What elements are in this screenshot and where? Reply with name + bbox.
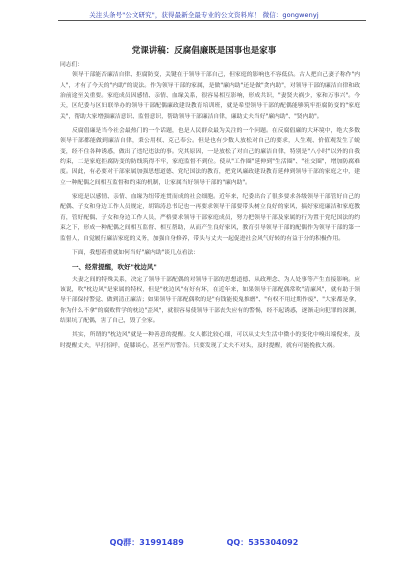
- document-body: [60, 60, 360, 351]
- section-paragraph-1: 夫妻之间的特殊关系，决定了领导干部配偶的对领导干部的思想道德、从政理念、为人处事等产生直接影响。应该说，吹"枕边风"是家属的特权，但是"枕边风"有好有坏，在近年来，如果领导干部配偶常吹"清廉风"，就有助于领导干部保持警觉、做到清正廉洁；如果领导干部配偶吹的是"有钱能使鬼推磨"、"有权不用过期作废"、"大家都是拿，你为什么不拿"的腐败哲学的枕边"歪风"，就很容易使领导干部丧失应有的警惕，经不起诱惑，逐渐走向犯罪的深渊，结果坑了配偶，害了自己，毁了全家。: [60, 276, 360, 324]
- page-footer: [0, 537, 408, 555]
- footer-qq-group: QQ群：31991489: [109, 538, 184, 547]
- header-banner-text: 关注头条号"公文研究"，获得最新全最专业的公文资料库！ 微信：gongwenyj: [89, 11, 319, 19]
- page-header: [0, 2, 408, 20]
- body-paragraph-1: 领导干部能否廉洁自律、拒腐防变，关键在于领导干部自己，但家庭的影响也不容低估。古人把自己妻子称作"内人"，才有了今天的"内助"的说法。作为领导干部的家属，是做"廉内助"还是做"贪内助"，对领导干部的廉洁自律和政治前途至关重要。家庭成员因感情、亲情、血缘关系，很容易相互影响，形成共识，"妻贤夫祸少，家和万事兴"。今天，区纪委与区妇联举办的领导干部配偶廉政建设教育培训班，就是希望领导干部的配偶能够筑牢拒腐防变的"家庭关"，帮助大家增强廉洁意识、监督意识，帮助领导干部廉洁自律，廉助丈夫当好"廉内助"、"贤内助"。: [60, 72, 360, 120]
- document-title: 党课讲稿：反腐倡廉既是国事也是家事: [131, 46, 277, 56]
- section-paragraph-2: 其实，所谓的"枕边风"就是一种善意的提醒。女人都比较心细，可以从丈夫生活中微小的变化中嗅出端倪来，及时提醒丈夫，早打招呼，促膝谈心，甚至严厉警告。只要发现了丈夫不对头，及时提醒，就有可能挽救大祸。: [60, 332, 360, 349]
- body-paragraph-3: 家庭是以感情、亲情、血缘为纽带连贯而成的社会细胞。近年来，纪委出台了很多要求各级领导干部管好自己的配偶、子女和身边工作人员规定，胡锦涛总书记也一再要求领导干部要带头树立良好的家风，搞好家庭廉洁和家庭教育，管好配偶、子女和身边工作人员，严格要求领导干部家庭成员，努力把领导干部及家属的行为置于党纪国法的约束之下，形成一种配偶之间相互监督、相互帮助，从而产生良好家风，教育引导领导干部的配偶作为领导干部的第一监督人，自觉履行廉洁家庭的义务，加强自身修养，带头与丈夫一起促进社会风气好转的有益于分的积极作用。: [60, 194, 360, 242]
- header-divider: [58, 20, 366, 21]
- body-paragraph-4: 下面，我想着重就如何当好"廉内助"谈几点看法：: [72, 249, 200, 256]
- footer-qq-contact: QQ：535304092: [226, 538, 299, 547]
- body-paragraph-2: 反腐倡廉是当今社会最热门的一个话题，也是人民群众最为关注的一个问题。在反腐倡廉的大环境中，绝大多数领导干部都能做到廉洁自律，秉公用权、克己奉公。但是也有少数人放松对自己的要求，人生观、价值观发生了蜕变，经不住各种诱惑，做出了违纪违法的事。究其原因，一是放松了对自己的廉洁自律，特别是"八小时"以外的自我约束，二是家庭拒腐防变的防线筑得不牢，家庭监督不到位。使从"工作圈"延伸到"生活圈"、"社交圈"，增加防腐难度。因此，有必要对干部家属加强思想道德、党纪国法的教育，把党风廉政建设教育延伸到领导干部的家庭之中，建立一种配偶之间相互监督和约束的机制，让家属当好领导干部的"廉内助"。: [60, 128, 360, 186]
- section-heading: 一、经常提醒，吹好"枕边风": [72, 263, 157, 272]
- salutation: 同志们：: [60, 62, 84, 68]
